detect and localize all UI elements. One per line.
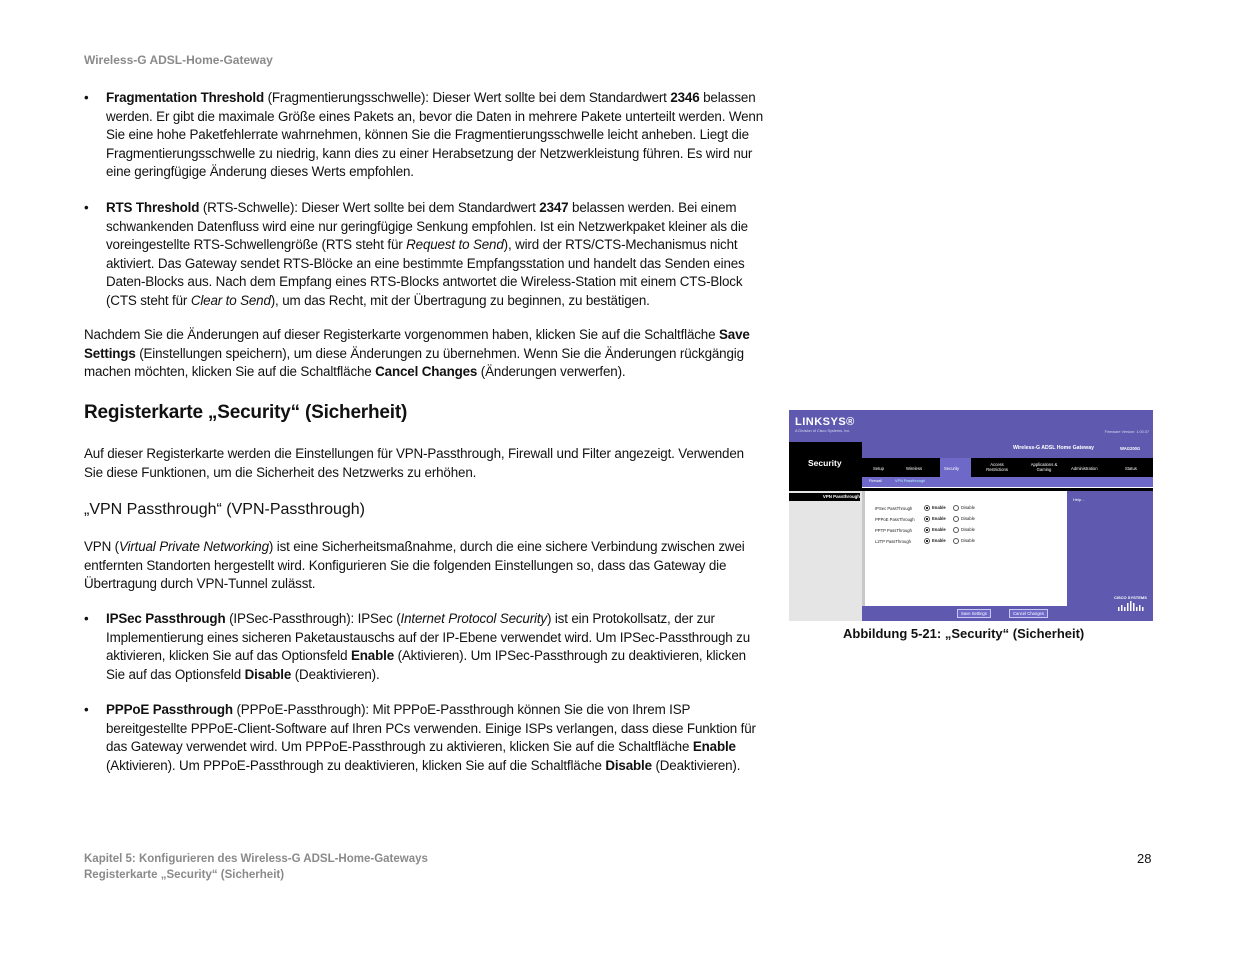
footer-section: Registerkarte „Security“ (Sicherheit)	[84, 869, 285, 881]
left-section-label: VPN Passthrough	[789, 493, 860, 501]
radio-icon[interactable]	[924, 527, 930, 533]
option-label: Disable	[961, 516, 975, 522]
paragraph-save	[84, 326, 764, 382]
option-label: Enable	[932, 527, 946, 533]
text: VPN (	[84, 539, 119, 554]
running-header: Wireless-G ADSL-Home-Gateway	[84, 53, 273, 67]
bold-term: Save Settings	[84, 327, 750, 361]
value: 2347	[539, 200, 569, 215]
pppoe-enable-option[interactable]	[924, 516, 946, 522]
bullet-text	[106, 89, 764, 182]
model-number: WAG200G	[1120, 446, 1141, 451]
pppoe-disable-option[interactable]	[953, 516, 975, 522]
radio-icon[interactable]	[924, 538, 930, 544]
subtab-vpn-passthrough[interactable]: VPN Passthrough	[895, 479, 926, 483]
option-label: Disable	[961, 527, 975, 533]
text: (Deaktivieren).	[291, 666, 380, 682]
option-label: Enable	[932, 505, 946, 511]
radio-icon[interactable]	[953, 538, 959, 544]
linksys-logo: LINKSYS®	[795, 416, 855, 428]
radio-icon[interactable]	[953, 516, 959, 522]
text: (Fragmentierungsschwelle): Dieser Wert sollte bei dem Standardwert	[264, 90, 671, 105]
product-bar	[862, 442, 1153, 458]
bullet-text	[106, 199, 764, 311]
page-number: 28	[1137, 851, 1152, 866]
figure-caption: Abbildung 5-21: „Security“ (Sicherheit)	[843, 626, 1085, 641]
page-footer	[84, 851, 428, 883]
bold-term: Enable	[692, 739, 736, 755]
divider-column	[862, 491, 865, 621]
text: (IPSec-Passthrough): IPSec (	[225, 611, 401, 626]
bullet-dot: •	[84, 611, 89, 626]
term: RTS Threshold	[106, 200, 200, 215]
radio-icon[interactable]	[953, 527, 959, 533]
bullet-ipsec	[84, 610, 764, 684]
l2tp-disable-option[interactable]	[953, 538, 975, 544]
row-ipsec: IPSec PassThrough	[875, 506, 913, 511]
paragraph-intro: Auf dieser Registerkarte werden die Einstellungen für VPN-Passthrough, Firewall und Filter angezeigt. Verwenden Sie diese Funktionen, um die Sicherheit des Netzwerks zu erhöhen.	[84, 446, 744, 480]
text: belassen werden. Er gibt die maximale Größe eines Pakets an, bevor die Daten in mehrere Pakete unterteilt werden. Wenn Sie eine hohe Paketfehlerrate wahrnehmen, können Sie die Fragmentierungsschwelle leicht anheben. Liegt die Fragmentierungsschwelle zu niedrig, kann dies zu einer Herabsetzung der Netzwerkleistung führen. Es wird nur eine geringfügige Änderung dieses Werts empfohlen.	[106, 90, 764, 180]
text: Nachdem Sie die Änderungen auf dieser Registerkarte vorgenommen haben, klicken Sie auf die Schaltfläche	[84, 327, 719, 342]
italic-term: Internet Protocol Security	[400, 611, 547, 626]
help-column	[1067, 491, 1153, 606]
bold-term: Enable	[350, 648, 394, 664]
tab-administration[interactable]: Administration	[1071, 466, 1098, 471]
text: (RTS-Schwelle): Dieser Wert sollte bei dem Standardwert	[199, 200, 540, 215]
section-heading: Registerkarte „Security“ (Sicherheit)	[84, 402, 408, 423]
left-column	[789, 491, 862, 606]
firmware-version: Firmware Version: 1.00.07	[1104, 430, 1149, 434]
radio-icon[interactable]	[924, 516, 930, 522]
security-screenshot-figure	[789, 410, 1153, 621]
row-l2tp: L2TP PassThrough	[875, 539, 912, 544]
text: ), um das Recht, mit der Übertragung zu beginnen, zu bestätigen.	[270, 292, 650, 308]
text: ), wird der RTS/CTS-Mechanismus nicht aktiviert. Das Gateway sendet RTS-Blöcke an eine bestimmte Empfangsstation und handelt das Senden eines Daten-Blocks aus. Nach dem Empfang eines RTS-Blocks antwortet die Wireless-Station mit einem CTS-Block (CTS steht für	[106, 237, 745, 308]
cisco-logo-icon	[1117, 601, 1147, 611]
bullet-rts	[84, 199, 764, 311]
radio-icon[interactable]	[953, 505, 959, 511]
text: (Änderungen verwerfen).	[477, 364, 626, 380]
subtab-firewall[interactable]: Firewall	[869, 479, 883, 483]
footer-chapter: Kapitel 5: Konfigurieren des Wireless-G ADSL-Home-Gateways	[84, 853, 428, 865]
option-label: Enable	[932, 538, 946, 544]
tab-wireless[interactable]: Wireless	[906, 466, 923, 471]
bullet-dot: •	[84, 702, 89, 717]
l2tp-enable-option[interactable]	[924, 538, 946, 544]
cisco-logo-text: CISCO SYSTEMS	[1114, 595, 1147, 600]
bullet-pppoe	[84, 701, 764, 775]
row-pppoe: PPPoE PassThrough	[875, 517, 915, 522]
term: Fragmentation Threshold	[106, 90, 264, 105]
logo-subtitle: A Division of Cisco Systems, Inc.	[795, 429, 851, 433]
bold-term: Disable	[244, 666, 292, 682]
option-label: Disable	[961, 538, 975, 544]
radio-icon[interactable]	[924, 505, 930, 511]
save-settings-button[interactable]: Save Settings	[957, 609, 991, 618]
tab-status[interactable]: Status	[1125, 466, 1137, 471]
option-label: Disable	[961, 505, 975, 511]
bold-term: Disable	[605, 757, 652, 773]
italic-term: Virtual Private Networking	[118, 539, 269, 554]
ipsec-disable-option[interactable]	[953, 505, 975, 511]
bottom-left	[789, 606, 862, 621]
cancel-changes-button[interactable]: Cancel Changes	[1009, 609, 1048, 618]
term: PPPoE Passthrough	[106, 702, 233, 717]
bullet-text	[106, 701, 764, 775]
subsection-heading: „VPN Passthrough“ (VPN-Passthrough)	[84, 501, 365, 518]
pptp-disable-option[interactable]	[953, 527, 975, 533]
product-name: Wireless-G ADSL Home Gateway	[1013, 445, 1094, 451]
bold-term: Cancel Changes	[375, 364, 478, 380]
option-label: Enable	[932, 516, 946, 522]
bullet-fragmentation	[84, 89, 764, 182]
tab-security[interactable]: Security	[944, 466, 960, 471]
bullet-dot: •	[84, 90, 89, 105]
tab-setup[interactable]: Setup	[873, 466, 884, 471]
term: IPSec Passthrough	[106, 611, 226, 626]
section-title: Security	[808, 458, 842, 468]
italic-term: Request to Send	[406, 237, 504, 253]
text: (Deaktivieren).	[651, 757, 741, 773]
text: belassen werden. Bei einem schwankenden Datenfluss wird eine nur geringfügige Senkung empfohlen. Ist ein Netzwerkpaket kleiner als die voreingestellte RTS-Schwellengröße (RTS steht für	[106, 200, 748, 253]
text: (Aktivieren). Um IPSec-Passthrough zu deaktivieren, klicken Sie auf das Optionsfeld	[106, 648, 746, 682]
text: (Einstellungen speichern), um diese Änderungen zu übernehmen. Wenn Sie die Änderungen rückgängig machen möchten, klicken Sie auf die Schaltfläche	[84, 345, 744, 380]
help-link[interactable]: Help...	[1073, 497, 1085, 502]
tab-access-restrictions[interactable]: Access Restrictions	[986, 462, 1008, 472]
text: ) ist ein Protokollsatz, der zur Implementierung eines sicheren Paketaustauschs auf der IP-Ebene verwendet wird. Um IPSec-Passthrough zu aktivieren, klicken Sie auf das Optionsfeld	[106, 611, 751, 664]
bullet-dot: •	[84, 200, 89, 215]
paragraph-vpn	[84, 538, 764, 594]
bullet-text	[106, 610, 764, 684]
text: ) ist eine Sicherheitsmaßnahme, durch die eine sichere Verbindung zwischen zwei entfernten Standorten hergestellt wird. Konfigurieren Sie die folgenden Einstellungen so, dass das Gateway die Übertragung durch VPN-Tunnel zulässt.	[84, 539, 745, 592]
pptp-enable-option[interactable]	[924, 527, 946, 533]
value: 2346	[670, 90, 700, 105]
tab-applications-gaming[interactable]: Applications & Gaming	[1030, 462, 1058, 472]
text: (PPPoE-Passthrough): Mit PPPoE-Passthrough können Sie die von Ihrem ISP bereitgestellte PPPoE-Client-Software auf Ihren PCs verwenden. Einige ISPs verlangen, dass diese Funktion für das Gateway verwendet wird. Um PPPoE-Passthrough zu aktivieren, klicken Sie auf die Schaltfläche	[106, 702, 756, 755]
text: (Aktivieren). Um PPPoE-Passthrough zu deaktivieren, klicken Sie auf die Schaltfläche	[106, 757, 606, 773]
italic-term: Clear to Send	[190, 292, 271, 308]
row-pptp: PPTP PassThrough	[875, 528, 912, 533]
ipsec-enable-option[interactable]	[924, 505, 946, 511]
